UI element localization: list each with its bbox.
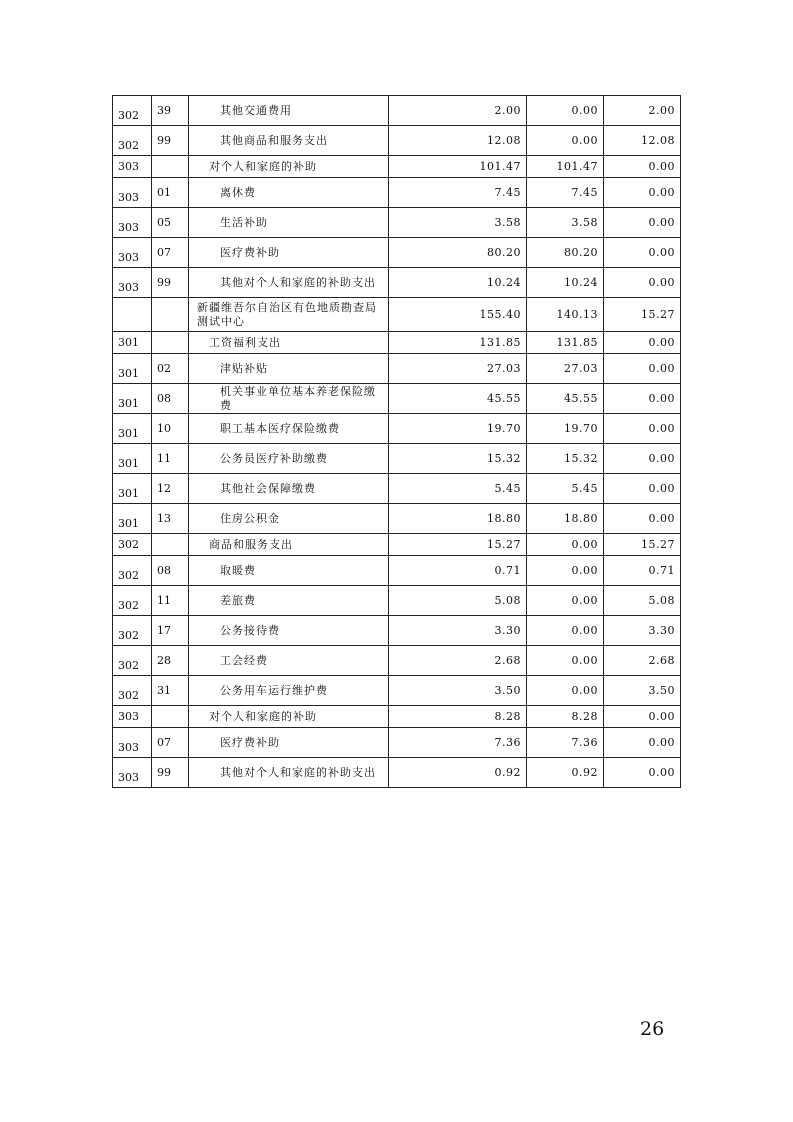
table-row — [113, 384, 681, 414]
project-expense-cell: 0.00 — [604, 208, 681, 238]
budget-table — [112, 95, 681, 788]
subject-name-cell: 机关事业单位基本养老保险缴费 — [189, 384, 389, 414]
class-code-cell: 303 — [113, 238, 152, 268]
table-row — [113, 586, 681, 616]
item-code-cell: 05 — [152, 208, 189, 238]
project-expense-cell: 0.00 — [604, 384, 681, 414]
item-code-cell — [152, 298, 189, 332]
item-code-cell: 08 — [152, 384, 189, 414]
basic-expense-cell: 7.36 — [527, 728, 604, 758]
class-code-cell: 302 — [113, 96, 152, 126]
class-code-cell: 302 — [113, 126, 152, 156]
table-row — [113, 504, 681, 534]
basic-expense-cell: 101.47 — [527, 156, 604, 178]
basic-expense-cell: 0.00 — [527, 616, 604, 646]
class-row — [113, 534, 681, 556]
item-code-cell — [152, 332, 189, 354]
basic-expense-cell: 15.32 — [527, 444, 604, 474]
basic-expense-cell: 45.55 — [527, 384, 604, 414]
total-amount-cell: 2.00 — [389, 96, 527, 126]
table-row — [113, 178, 681, 208]
project-expense-cell: 0.00 — [604, 354, 681, 384]
table-row — [113, 758, 681, 788]
subject-name-cell: 离休费 — [189, 178, 389, 208]
project-expense-cell: 0.00 — [604, 268, 681, 298]
item-code-cell: 07 — [152, 728, 189, 758]
total-amount-cell: 2.68 — [389, 646, 527, 676]
class-code-cell: 303 — [113, 728, 152, 758]
project-expense-cell: 0.00 — [604, 474, 681, 504]
basic-expense-cell: 0.00 — [527, 586, 604, 616]
item-code-cell: 02 — [152, 354, 189, 384]
class-code-cell: 303 — [113, 178, 152, 208]
subject-name-cell: 其他社会保障缴费 — [189, 474, 389, 504]
class-code-cell: 303 — [113, 208, 152, 238]
item-code-cell — [152, 156, 189, 178]
subject-name-cell: 对个人和家庭的补助 — [189, 156, 389, 178]
basic-expense-cell: 0.00 — [527, 96, 604, 126]
total-amount-cell: 15.32 — [389, 444, 527, 474]
class-code-cell: 302 — [113, 534, 152, 556]
table-row — [113, 646, 681, 676]
total-amount-cell: 8.28 — [389, 706, 527, 728]
basic-expense-cell: 140.13 — [527, 298, 604, 332]
item-code-cell: 39 — [152, 96, 189, 126]
item-code-cell: 17 — [152, 616, 189, 646]
class-code-cell: 302 — [113, 676, 152, 706]
project-expense-cell: 0.00 — [604, 444, 681, 474]
total-amount-cell: 45.55 — [389, 384, 527, 414]
item-code-cell: 31 — [152, 676, 189, 706]
project-expense-cell: 0.00 — [604, 758, 681, 788]
total-amount-cell: 155.40 — [389, 298, 527, 332]
class-code-cell: 303 — [113, 706, 152, 728]
class-row — [113, 332, 681, 354]
subject-name-cell: 公务员医疗补助缴费 — [189, 444, 389, 474]
project-expense-cell: 15.27 — [604, 534, 681, 556]
page-number: 26 — [640, 1018, 665, 1040]
total-amount-cell: 3.30 — [389, 616, 527, 646]
class-code-cell: 302 — [113, 586, 152, 616]
basic-expense-cell: 5.45 — [527, 474, 604, 504]
total-amount-cell: 3.50 — [389, 676, 527, 706]
total-amount-cell: 80.20 — [389, 238, 527, 268]
subject-name-cell: 新疆维吾尔自治区有色地质勘查局测试中心 — [189, 298, 389, 332]
project-expense-cell: 5.08 — [604, 586, 681, 616]
item-code-cell: 10 — [152, 414, 189, 444]
basic-expense-cell: 0.00 — [527, 676, 604, 706]
subject-name-cell: 商品和服务支出 — [189, 534, 389, 556]
total-amount-cell: 7.36 — [389, 728, 527, 758]
basic-expense-cell: 131.85 — [527, 332, 604, 354]
basic-expense-cell: 0.00 — [527, 556, 604, 586]
total-amount-cell: 131.85 — [389, 332, 527, 354]
basic-expense-cell: 8.28 — [527, 706, 604, 728]
project-expense-cell: 0.71 — [604, 556, 681, 586]
subject-name-cell: 取暖费 — [189, 556, 389, 586]
subject-name-cell: 对个人和家庭的补助 — [189, 706, 389, 728]
project-expense-cell: 0.00 — [604, 728, 681, 758]
basic-expense-cell: 0.92 — [527, 758, 604, 788]
class-code-cell: 301 — [113, 414, 152, 444]
table-row — [113, 474, 681, 504]
class-code-cell: 301 — [113, 504, 152, 534]
basic-expense-cell: 80.20 — [527, 238, 604, 268]
table-row — [113, 268, 681, 298]
table-row — [113, 96, 681, 126]
item-code-cell: 99 — [152, 126, 189, 156]
project-expense-cell: 0.00 — [604, 706, 681, 728]
subject-name-cell: 工资福利支出 — [189, 332, 389, 354]
project-expense-cell: 0.00 — [604, 156, 681, 178]
subject-name-cell: 工会经费 — [189, 646, 389, 676]
total-amount-cell: 101.47 — [389, 156, 527, 178]
basic-expense-cell: 19.70 — [527, 414, 604, 444]
project-expense-cell: 15.27 — [604, 298, 681, 332]
basic-expense-cell: 18.80 — [527, 504, 604, 534]
class-code-cell — [113, 298, 152, 332]
basic-expense-cell: 3.58 — [527, 208, 604, 238]
subject-name-cell: 津贴补贴 — [189, 354, 389, 384]
total-amount-cell: 5.08 — [389, 586, 527, 616]
item-code-cell: 07 — [152, 238, 189, 268]
total-amount-cell: 12.08 — [389, 126, 527, 156]
basic-expense-cell: 7.45 — [527, 178, 604, 208]
basic-expense-cell: 27.03 — [527, 354, 604, 384]
basic-expense-cell: 10.24 — [527, 268, 604, 298]
project-expense-cell: 2.68 — [604, 646, 681, 676]
subject-name-cell: 其他商品和服务支出 — [189, 126, 389, 156]
subject-name-cell: 公务接待费 — [189, 616, 389, 646]
total-amount-cell: 3.58 — [389, 208, 527, 238]
subject-name-cell: 公务用车运行维护费 — [189, 676, 389, 706]
subject-name-cell: 住房公积金 — [189, 504, 389, 534]
basic-expense-cell: 0.00 — [527, 534, 604, 556]
class-row — [113, 706, 681, 728]
total-amount-cell: 27.03 — [389, 354, 527, 384]
table-row — [113, 208, 681, 238]
subject-name-cell: 生活补助 — [189, 208, 389, 238]
table-row — [113, 126, 681, 156]
total-amount-cell: 0.92 — [389, 758, 527, 788]
item-code-cell — [152, 706, 189, 728]
total-amount-cell: 18.80 — [389, 504, 527, 534]
item-code-cell: 99 — [152, 268, 189, 298]
total-amount-cell: 10.24 — [389, 268, 527, 298]
class-code-cell: 303 — [113, 758, 152, 788]
subject-name-cell: 医疗费补助 — [189, 728, 389, 758]
basic-expense-cell: 0.00 — [527, 126, 604, 156]
table-row — [113, 444, 681, 474]
class-code-cell: 301 — [113, 444, 152, 474]
item-code-cell: 99 — [152, 758, 189, 788]
subject-name-cell: 其他对个人和家庭的补助支出 — [189, 758, 389, 788]
item-code-cell — [152, 534, 189, 556]
table-row — [113, 414, 681, 444]
project-expense-cell: 3.30 — [604, 616, 681, 646]
class-code-cell: 301 — [113, 474, 152, 504]
total-amount-cell: 19.70 — [389, 414, 527, 444]
item-code-cell: 13 — [152, 504, 189, 534]
org-row — [113, 298, 681, 332]
class-code-cell: 302 — [113, 616, 152, 646]
item-code-cell: 11 — [152, 444, 189, 474]
project-expense-cell: 0.00 — [604, 504, 681, 534]
project-expense-cell: 3.50 — [604, 676, 681, 706]
subject-name-cell: 医疗费补助 — [189, 238, 389, 268]
class-code-cell: 303 — [113, 156, 152, 178]
budget-table-body — [113, 96, 681, 788]
class-code-cell: 302 — [113, 556, 152, 586]
table-row — [113, 238, 681, 268]
project-expense-cell: 12.08 — [604, 126, 681, 156]
project-expense-cell: 0.00 — [604, 414, 681, 444]
class-code-cell: 301 — [113, 332, 152, 354]
table-row — [113, 354, 681, 384]
total-amount-cell: 5.45 — [389, 474, 527, 504]
table-row — [113, 728, 681, 758]
item-code-cell: 11 — [152, 586, 189, 616]
subject-name-cell: 其他交通费用 — [189, 96, 389, 126]
class-code-cell: 301 — [113, 384, 152, 414]
table-row — [113, 616, 681, 646]
project-expense-cell: 2.00 — [604, 96, 681, 126]
basic-expense-cell: 0.00 — [527, 646, 604, 676]
class-code-cell: 303 — [113, 268, 152, 298]
class-code-cell: 302 — [113, 646, 152, 676]
project-expense-cell: 0.00 — [604, 178, 681, 208]
subject-name-cell: 职工基本医疗保险缴费 — [189, 414, 389, 444]
project-expense-cell: 0.00 — [604, 238, 681, 268]
item-code-cell: 28 — [152, 646, 189, 676]
table-row — [113, 556, 681, 586]
item-code-cell: 12 — [152, 474, 189, 504]
class-row — [113, 156, 681, 178]
table-row — [113, 676, 681, 706]
subject-name-cell: 其他对个人和家庭的补助支出 — [189, 268, 389, 298]
total-amount-cell: 15.27 — [389, 534, 527, 556]
total-amount-cell: 0.71 — [389, 556, 527, 586]
class-code-cell: 301 — [113, 354, 152, 384]
subject-name-cell: 差旅费 — [189, 586, 389, 616]
item-code-cell: 08 — [152, 556, 189, 586]
project-expense-cell: 0.00 — [604, 332, 681, 354]
item-code-cell: 01 — [152, 178, 189, 208]
total-amount-cell: 7.45 — [389, 178, 527, 208]
